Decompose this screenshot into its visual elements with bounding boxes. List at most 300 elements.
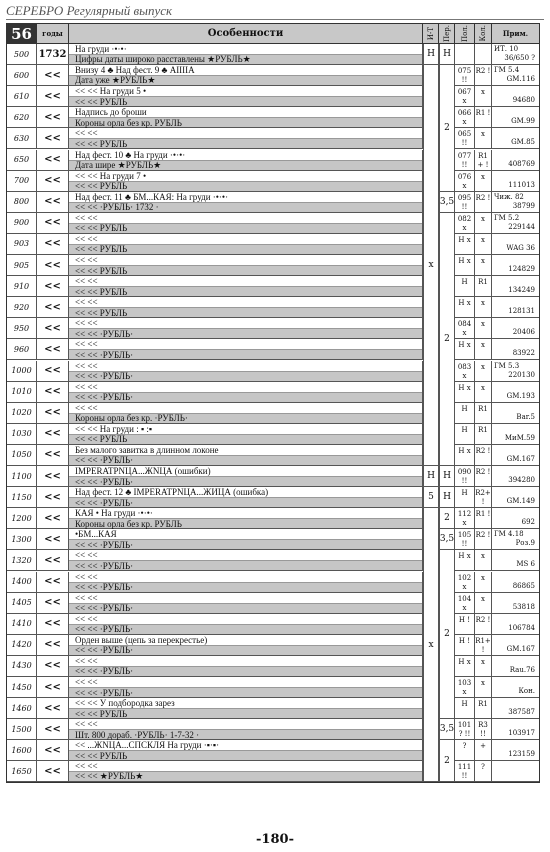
- header-rule: [6, 19, 544, 20]
- date-cell: <<: [37, 698, 69, 718]
- prim-cell: [492, 276, 539, 296]
- date-cell: <<: [37, 529, 69, 549]
- features-obverse: << <<: [75, 761, 98, 772]
- pol-cell: H: [455, 487, 475, 507]
- date-cell: <<: [37, 86, 69, 106]
- year-cell: 600: [7, 65, 37, 85]
- table-row: [7, 593, 539, 614]
- date-cell: <<: [37, 424, 69, 444]
- date-cell: <<: [37, 508, 69, 528]
- features-reverse: << << ·РУБЛЬ·: [69, 476, 422, 486]
- kol-cell: x: [475, 128, 492, 148]
- pol-cell: H !: [455, 635, 475, 655]
- features-cell: [69, 44, 423, 64]
- prim-cell: [492, 107, 539, 127]
- year-cell: 1600: [7, 740, 37, 760]
- prim-cell: [492, 171, 539, 191]
- pol-cell: 105 !!: [455, 529, 475, 549]
- prim-number: 408769: [508, 159, 535, 168]
- pol-cell: H x: [455, 382, 475, 402]
- features-cell: [69, 234, 423, 254]
- year-cell: 1030: [7, 424, 37, 444]
- year-cell: 1200: [7, 508, 37, 528]
- pol-cell: 077 !!: [455, 150, 475, 170]
- pol-cell: 082 x: [455, 213, 475, 233]
- features-cell: [69, 150, 423, 170]
- date-cell: <<: [37, 487, 69, 507]
- year-cell: 1460: [7, 698, 37, 718]
- table-row: [7, 44, 539, 65]
- features-reverse: << << РУБЛЬ: [69, 286, 422, 296]
- table-row: [7, 382, 539, 403]
- features-obverse: << <<: [75, 550, 98, 561]
- merged-cell: H: [439, 44, 455, 64]
- features-obverse: << <<: [75, 381, 98, 392]
- col-per: Пер.: [442, 25, 451, 42]
- table-body: [7, 44, 539, 782]
- features-cell: [69, 403, 423, 423]
- kol-cell: x: [475, 572, 492, 592]
- features-obverse: << << На груди 5 •: [75, 86, 147, 97]
- prim-number: 128131: [508, 307, 535, 316]
- year-cell: 800: [7, 192, 37, 212]
- pol-cell: 112 x: [455, 508, 475, 528]
- kol-cell: R2 !: [475, 192, 492, 212]
- features-reverse: << << РУБЛЬ: [69, 96, 422, 106]
- kol-cell: R1: [475, 698, 492, 718]
- features-cell: [69, 297, 423, 317]
- date-cell: <<: [37, 107, 69, 127]
- prim-number: Кон.: [518, 687, 535, 696]
- merged-cell: H: [423, 466, 439, 486]
- kol-cell: x: [475, 550, 492, 570]
- merged-cell: 2: [439, 65, 455, 191]
- prim-cell: [492, 487, 539, 507]
- features-reverse: << << РУБЛЬ: [69, 223, 422, 233]
- features-obverse: << <<: [75, 318, 98, 329]
- features-reverse: << << РУБЛЬ: [69, 434, 422, 444]
- kol-cell: x: [475, 255, 492, 275]
- features-cell: [69, 466, 423, 486]
- prim-number: GM.99: [511, 117, 535, 126]
- features-cell: [69, 487, 423, 507]
- merged-cell: H: [439, 466, 455, 486]
- features-cell: [69, 656, 423, 676]
- year-cell: 610: [7, 86, 37, 106]
- kol-cell: x: [475, 234, 492, 254]
- features-reverse: << << РУБЛЬ: [69, 181, 422, 191]
- table-row: [7, 719, 539, 740]
- merged-cell: 3,5: [439, 192, 455, 212]
- prim-cell: [492, 403, 539, 423]
- kol-cell: +: [475, 740, 492, 760]
- features-cell: [69, 529, 423, 549]
- year-cell: 960: [7, 339, 37, 359]
- col-it: И-Т: [426, 26, 435, 41]
- merged-cell: 2: [439, 508, 455, 528]
- table-row: [7, 107, 539, 128]
- merged-cell: 3,5: [439, 719, 455, 739]
- table-row: [7, 529, 539, 550]
- prim-number: 94680: [512, 96, 535, 105]
- prim-number: 123159: [508, 750, 535, 759]
- date-cell: <<: [37, 677, 69, 697]
- prim-ref: ГМ 5.2: [494, 213, 520, 222]
- merged-cell: 5: [423, 487, 439, 507]
- pol-cell: 084 x: [455, 318, 475, 338]
- prim-cell: [492, 234, 539, 254]
- features-cell: [69, 65, 423, 85]
- year-cell: 1405: [7, 593, 37, 613]
- table-row: [7, 550, 539, 571]
- date-cell: <<: [37, 572, 69, 592]
- date-cell: <<: [37, 466, 69, 486]
- features-obverse: Надпись до броши: [75, 107, 147, 118]
- features-reverse: Цифры даты широко расставлены ★РУБЛЬ★: [69, 54, 422, 64]
- date-cell: <<: [37, 635, 69, 655]
- features-obverse: << <<: [75, 402, 98, 413]
- prim-cell: [492, 466, 539, 486]
- features-reverse: Дата шире ★РУБЛЬ★: [69, 160, 422, 170]
- table-row: [7, 403, 539, 424]
- prim-cell: [492, 150, 539, 170]
- features-reverse: << << РУБЛЬ: [69, 265, 422, 275]
- prim-ref: ИТ. 10: [494, 45, 519, 53]
- features-cell: [69, 382, 423, 402]
- features-cell: [69, 86, 423, 106]
- prim-number: MS 6: [516, 560, 535, 569]
- date-cell: <<: [37, 593, 69, 613]
- features-cell: [69, 361, 423, 381]
- prim-cell: [492, 572, 539, 592]
- features-reverse: << << ·РУБЛЬ·: [69, 560, 422, 570]
- page-number-label: 56: [7, 24, 37, 43]
- col-year: годы: [37, 24, 69, 43]
- prim-number: GM.167: [506, 454, 535, 463]
- date-cell: <<: [37, 719, 69, 739]
- prim-number: 134249: [508, 286, 535, 295]
- col-pol: Пол.: [460, 25, 469, 42]
- prim-number: 124829: [508, 265, 535, 274]
- year-cell: 1300: [7, 529, 37, 549]
- kol-cell: R2 !: [475, 466, 492, 486]
- features-obverse: << <<: [75, 719, 98, 730]
- prim-number: GM.167: [506, 644, 535, 653]
- pol-cell: H x: [455, 656, 475, 676]
- pol-cell: 083 x: [455, 361, 475, 381]
- prim-cell: [492, 677, 539, 697]
- date-cell: 1732: [37, 44, 69, 64]
- prim-number: МиМ.59: [504, 433, 535, 442]
- table-row: [7, 150, 539, 171]
- features-reverse: << << ·РУБЛЬ·: [69, 539, 422, 549]
- prim-cell: [492, 86, 539, 106]
- date-cell: <<: [37, 361, 69, 381]
- prim-number: 394280: [508, 476, 535, 485]
- kol-cell: [475, 44, 492, 64]
- prim-cell: [492, 719, 539, 739]
- merged-cell: x: [423, 65, 439, 465]
- table-row: [7, 614, 539, 635]
- features-cell: [69, 698, 423, 718]
- date-cell: <<: [37, 276, 69, 296]
- features-reverse: << << ·РУБЛЬ·: [69, 349, 422, 359]
- kol-cell: R1: [475, 276, 492, 296]
- year-cell: 1420: [7, 635, 37, 655]
- table-row: [7, 466, 539, 487]
- kol-cell: x: [475, 361, 492, 381]
- year-cell: 1320: [7, 550, 37, 570]
- prim-number: 53818: [512, 602, 535, 611]
- prim-number: GM.193: [506, 391, 535, 400]
- year-cell: 1650: [7, 761, 37, 781]
- pol-cell: H x: [455, 445, 475, 465]
- merged-cell: H: [423, 44, 439, 64]
- pol-cell: 101 ? !!: [455, 719, 475, 739]
- pol-cell: H x: [455, 234, 475, 254]
- pol-cell: 075 !!: [455, 65, 475, 85]
- merged-cell: 2: [439, 550, 455, 718]
- year-cell: 903: [7, 234, 37, 254]
- table-row: [7, 86, 539, 107]
- features-obverse: << <<: [75, 297, 98, 308]
- kol-cell: R2 !: [475, 445, 492, 465]
- kol-cell: x: [475, 297, 492, 317]
- year-cell: 900: [7, 213, 37, 233]
- features-obverse: << <<: [75, 276, 98, 287]
- kol-cell: R1: [475, 403, 492, 423]
- year-cell: 500: [7, 44, 37, 64]
- features-cell: [69, 107, 423, 127]
- col-kol: Кол.: [479, 25, 487, 42]
- pol-cell: ?: [455, 740, 475, 760]
- prim-number: 692: [521, 518, 535, 527]
- kol-cell: R1+ !: [475, 636, 491, 654]
- features-obverse: << << На груди 7 •: [75, 170, 147, 181]
- merged-cell: 2: [439, 740, 455, 781]
- table-row: [7, 339, 539, 360]
- merged-cell: 2: [439, 213, 455, 465]
- prim-cell: [492, 192, 539, 212]
- features-obverse: Над фест. 11 ♣ БМ...КАЯ: На груди ·•·•·: [75, 191, 229, 202]
- kol-cell: x: [475, 318, 492, 338]
- features-cell: [69, 593, 423, 613]
- prim-number: 220130: [508, 370, 535, 379]
- date-cell: <<: [37, 297, 69, 317]
- features-obverse: •БМ...КАЯ: [75, 529, 117, 540]
- prim-number: 83922: [512, 349, 535, 358]
- prim-number: 38799: [512, 201, 535, 210]
- prim-cell: [492, 318, 539, 338]
- kol-cell: x: [475, 339, 492, 359]
- year-cell: 1020: [7, 403, 37, 423]
- date-cell: <<: [37, 614, 69, 634]
- kol-cell: R3 !!: [475, 719, 492, 739]
- kol-cell: R2 !: [475, 614, 492, 634]
- prim-ref: ГМ 4.18: [494, 530, 524, 539]
- table-row: [7, 297, 539, 318]
- kol-cell: x: [475, 677, 492, 697]
- year-cell: 910: [7, 276, 37, 296]
- year-cell: 620: [7, 107, 37, 127]
- date-cell: <<: [37, 318, 69, 338]
- features-cell: [69, 339, 423, 359]
- features-reverse: << << ·РУБЛЬ· 1732 ·: [69, 202, 422, 212]
- pol-cell: H x: [455, 255, 475, 275]
- date-cell: <<: [37, 761, 69, 781]
- kol-cell: x: [475, 171, 492, 191]
- date-cell: <<: [37, 234, 69, 254]
- pol-cell: H: [455, 403, 475, 423]
- features-cell: [69, 740, 423, 760]
- page-footer-number: -180-: [256, 832, 294, 847]
- year-cell: 1010: [7, 382, 37, 402]
- prim-number: GM.116: [506, 75, 535, 84]
- prim-ref: ГМ 5.4: [494, 66, 520, 75]
- features-obverse: Внизу 4 ♣ Над фест. 9 ♣ AIIIIA: [75, 65, 195, 76]
- table-row: [7, 171, 539, 192]
- kol-cell: R2 !: [475, 65, 492, 85]
- year-cell: 905: [7, 255, 37, 275]
- prim-number: GM.85: [511, 138, 535, 147]
- date-cell: <<: [37, 740, 69, 760]
- features-cell: [69, 635, 423, 655]
- table-row: [7, 192, 539, 213]
- prim-cell: [492, 297, 539, 317]
- year-cell: 920: [7, 297, 37, 317]
- table-row: [7, 65, 539, 86]
- pol-cell: 090 !!: [455, 466, 475, 486]
- date-cell: <<: [37, 339, 69, 359]
- features-reverse: << << ★РУБЛЬ★: [69, 771, 422, 781]
- table-row: [7, 255, 539, 276]
- prim-cell: [492, 740, 539, 760]
- features-obverse: << <<: [75, 233, 98, 244]
- kol-cell: R2 !: [475, 529, 492, 549]
- prim-cell: [492, 593, 539, 613]
- features-obverse: << <<: [75, 128, 98, 139]
- prim-number: 36/650 ?: [504, 54, 535, 63]
- pol-cell: 095 !!: [455, 192, 475, 212]
- year-cell: 950: [7, 318, 37, 338]
- date-cell: <<: [37, 65, 69, 85]
- features-reverse: Короны орла без кр. ·РУБЛЬ·: [69, 413, 422, 423]
- prim-cell: [492, 44, 539, 64]
- year-cell: 1410: [7, 614, 37, 634]
- year-cell: 650: [7, 150, 37, 170]
- table-row: [7, 445, 539, 466]
- prim-number: 387587: [508, 708, 535, 717]
- features-reverse: << << РУБЛЬ: [69, 307, 422, 317]
- prim-cell: [492, 65, 539, 85]
- prim-number: 111013: [508, 180, 535, 189]
- features-obverse: << <<: [75, 255, 98, 266]
- kol-cell: R2+ !: [475, 489, 491, 507]
- features-obverse: IMPERATPNЦА...ЖNЦА (ошибки): [75, 466, 211, 477]
- date-cell: <<: [37, 213, 69, 233]
- prim-number: Роз.9: [515, 539, 535, 548]
- prim-cell: [492, 213, 539, 233]
- pol-cell: H x: [455, 297, 475, 317]
- features-obverse: << <<: [75, 360, 98, 371]
- prim-number: 106784: [508, 623, 535, 632]
- merged-cell: x: [423, 508, 439, 781]
- kol-cell: x: [475, 213, 492, 233]
- features-obverse: << <<: [75, 212, 98, 223]
- prim-number: GM.149: [506, 497, 535, 506]
- features-reverse: << << ·РУБЛЬ·: [69, 603, 422, 613]
- year-cell: 1400: [7, 572, 37, 592]
- features-obverse: КАЯ • На груди ·•·•·: [75, 508, 153, 519]
- features-obverse: Орден выше (цепь за перекрестье): [75, 634, 208, 645]
- table-row: [7, 213, 539, 234]
- features-reverse: << << ·РУБЛЬ·: [69, 666, 422, 676]
- prim-cell: [492, 761, 539, 781]
- features-obverse: << <<: [75, 339, 98, 350]
- kol-cell: R1 !: [475, 107, 492, 127]
- kol-cell: x: [475, 656, 492, 676]
- pol-cell: 103 x: [455, 677, 475, 697]
- features-obverse: Над фест. 12 ♣ IMPERATPNЦА...ЖИЦА (ошибка): [75, 487, 269, 498]
- pol-cell: H x: [455, 339, 475, 359]
- table-row: [7, 487, 539, 508]
- table-row: [7, 318, 539, 339]
- prim-cell: [492, 550, 539, 570]
- pol-cell: H x: [455, 550, 475, 570]
- features-reverse: Дата уже ★РУБЛЬ★: [69, 75, 422, 85]
- features-cell: [69, 677, 423, 697]
- features-reverse: << << ·РУБЛЬ·: [69, 328, 422, 338]
- prim-number: WAG 36: [506, 243, 535, 252]
- pol-cell: 076 x: [455, 171, 475, 191]
- table-row: [7, 656, 539, 677]
- features-reverse: << << РУБЛЬ: [69, 708, 422, 718]
- features-reverse: << << ·РУБЛЬ·: [69, 624, 422, 634]
- features-obverse: << <<: [75, 677, 98, 688]
- pol-cell: H: [455, 424, 475, 444]
- prim-ref: ГМ 5.3: [494, 361, 520, 370]
- pol-cell: H: [455, 276, 475, 296]
- features-reverse: << << РУБЛЬ: [69, 750, 422, 760]
- table-row: [7, 508, 539, 529]
- table-row: [7, 128, 539, 149]
- prim-number: 20406: [512, 328, 535, 337]
- features-obverse: << <<: [75, 571, 98, 582]
- table-row: [7, 572, 539, 593]
- pol-cell: 067 x: [455, 86, 475, 106]
- features-cell: [69, 213, 423, 233]
- features-reverse: << << ·РУБЛЬ·: [69, 392, 422, 402]
- pol-cell: 111 !!: [455, 761, 475, 781]
- kol-cell: ?: [475, 761, 492, 781]
- prim-number: 229144: [508, 222, 535, 231]
- table-row: [7, 677, 539, 698]
- year-cell: 1000: [7, 361, 37, 381]
- date-cell: <<: [37, 255, 69, 275]
- pol-cell: 104 x: [455, 593, 475, 613]
- features-reverse: << << ·РУБЛЬ·: [69, 687, 422, 697]
- date-cell: <<: [37, 445, 69, 465]
- features-reverse: Короны орла без кр. РУБЛЬ: [69, 117, 422, 127]
- features-cell: [69, 550, 423, 570]
- prim-number: 103917: [508, 729, 535, 738]
- prim-cell: [492, 635, 539, 655]
- table-row: [7, 761, 539, 782]
- table-header: [7, 24, 539, 44]
- year-cell: 1500: [7, 719, 37, 739]
- kol-cell: R1: [475, 424, 492, 444]
- date-cell: <<: [37, 382, 69, 402]
